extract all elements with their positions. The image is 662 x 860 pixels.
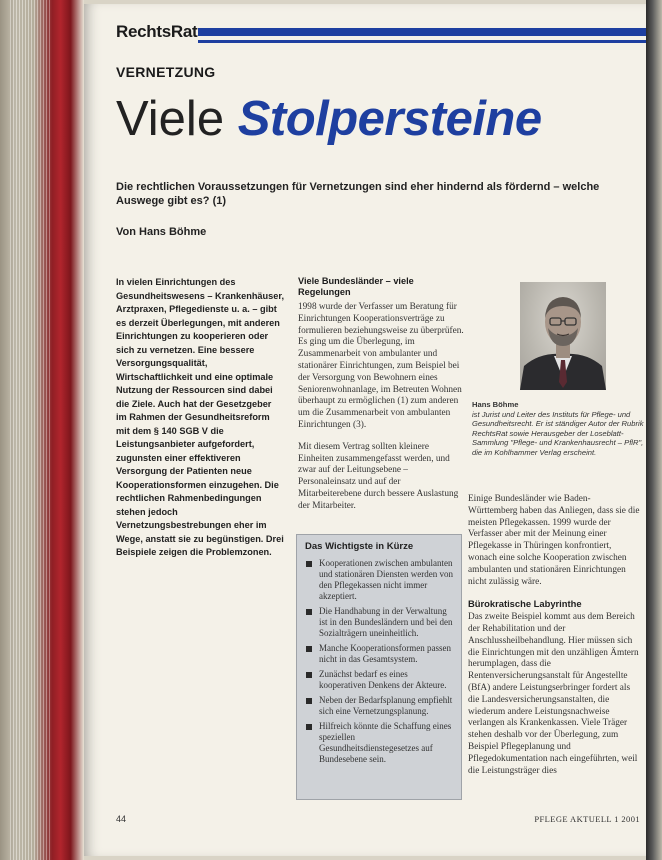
header-rule [198, 28, 646, 36]
right-paragraph: Einige Bundesländer wie Baden-Württemberg haben das Anliegen, dass sie die meisten Pflegekassen. 1999 wurde der Verfasser aber mit der Meinung einer Pflegekasse in Thüringen konfrontiert, wonach eine solche Kooperation zwischen ambulanten und stationären Einrichtungen nicht zulässig wäre. [468, 494, 640, 587]
kicker: VERNETZUNG [116, 64, 216, 80]
info-box-title: Das Wichtigste in Kürze [305, 541, 414, 552]
info-box-item: Neben der Bedarfsplanung empfiehlt sich eine Vernetzungsplanung. [305, 695, 453, 717]
dek: Die rechtlichen Voraussetzungen für Vernetzungen sind eher hindernd als fördernd – welche Auswege gibt es? (1) [116, 181, 600, 207]
info-box-item: Die Handhabung in der Verwaltung ist in den Bundesländern und bei den Sozialträgern uneinheitlich. [305, 606, 453, 639]
magazine-page [84, 4, 646, 856]
right-paragraph: Das zweite Beispiel kommt aus dem Bereich der Rehabilitation und der Anschlussheilbehandlung. Hier müssen sich die Einrichtungen mit den unzähligen Ämtern herumplagen, dass die Rentenversicherungsanstalt für Angestellte (BfA) andere Leistungserbringer fordert als die Landesversicherungsanstalten, die wiederum andere Leistungsnachweise verlangen als Krankenkassen. Viele Träger stehen deshalb vor der Überlegung, zum Beispiel Pflegeplanung und Pflegedokumentation nach eingeführten, weil die Leistungsträger dies [468, 612, 639, 776]
info-box-item: Hilfreich könnte die Schaffung eines speziellen Gesundheitsdienstegesetzes auf Bundesebene sein. [305, 721, 453, 765]
headline-plain: Viele [116, 92, 225, 146]
info-box-list [297, 558, 461, 765]
info-box-item: Zunächst bedarf es eines kooperativen Denkens der Akteure. [305, 669, 453, 691]
section-label: RechtsRat [116, 22, 198, 41]
page-edge-shadow [646, 0, 662, 860]
headline-accent: Stolpersteine [237, 92, 542, 146]
right-subheading: Bürokratische Labyrinthe [468, 598, 582, 610]
footer-journal: PFLEGE AKTUELL 1 2001 [534, 814, 640, 824]
page-number: 44 [116, 814, 127, 824]
info-box [296, 534, 462, 800]
middle-column [298, 302, 466, 523]
byline: Von Hans Böhme [116, 226, 207, 238]
caption-text: ist Jurist und Leiter des Instituts für Pflege- und Gesundheitsrecht. Er ist ständiger Autor der Rubrik RechtsRat sowie Herausgeber der Loseblatt-Sammlung "Pflege- und Krankenhausrecht – PflR", die im Kohlhammer Verlag erscheint. [472, 409, 644, 457]
middle-paragraph: Mit diesem Vertrag sollten kleinere Einheiten zusammengefasst werden, und zwar auf der Leitungsebene – Personaleinsatz und auf der Mitarbeiterebene durch bessere Auslastung der Mitarbeiter. [298, 441, 459, 511]
headline [116, 90, 542, 148]
right-column [468, 494, 640, 787]
intro-column: In vielen Einrichtungen des Gesundheitswesens – Krankenhäuser, Arztpraxen, Pflegedienste u. a. – gibt es derzeit Überlegungen, mit anderen Einrichtungen zu kooperieren oder sich zu vernetzen. Eine bessere Versorgungsqualität, Wirtschaftlichkeit und eine optimale Nutzung der Ressourcen sind dabei die Ziele. Auch hat der Gesetzgeber im Rahmen der Gesundheitsreform mit dem § 140 SGB V die Leistungsanbieter aufgefordert, zugunsten einer effektiveren Versorgung der Patienten neue Kooperationsformen einzugehen. Die rechtlichen Rahmenbedingungen stehen jedoch Vernetzungsbestrebungen eher im Wege, anstatt sie zu begünstigen. Drei Beispiele zeigen die Problemzonen. [116, 277, 284, 557]
author-portrait-image [520, 282, 606, 390]
author-photo [520, 282, 606, 390]
caption-name: Hans Böhme [472, 400, 519, 409]
middle-paragraph: 1998 wurde der Verfasser um Beratung für Einrichtungen Kooperationsverträge zu formulieren beziehungsweise zu überprüfen. Es ging um die Überlegung, im Zusammenarbeit von ambulanter und stationärer Einrichtungen, zum Beispiel bei der Versorgung von Bewohnern eines Seniorenwohnanlage, im Betreuten Wohnen überhaupt zu ermöglichen (1) zum anderen um die Zusammenarbeit von ambulanten Einrichtungen (3). [298, 302, 464, 430]
book-binding [0, 0, 84, 860]
info-box-item: Manche Kooperationsformen passen nicht in das Gesamtsystem. [305, 643, 453, 665]
photo-caption [472, 400, 644, 458]
middle-column-heading: Viele Bundesländer – viele Regelungen [298, 276, 414, 297]
info-box-item: Kooperationen zwischen ambulanten und stationären Diensten werden von den Pflegekassen nicht immer akzeptiert. [305, 558, 453, 602]
